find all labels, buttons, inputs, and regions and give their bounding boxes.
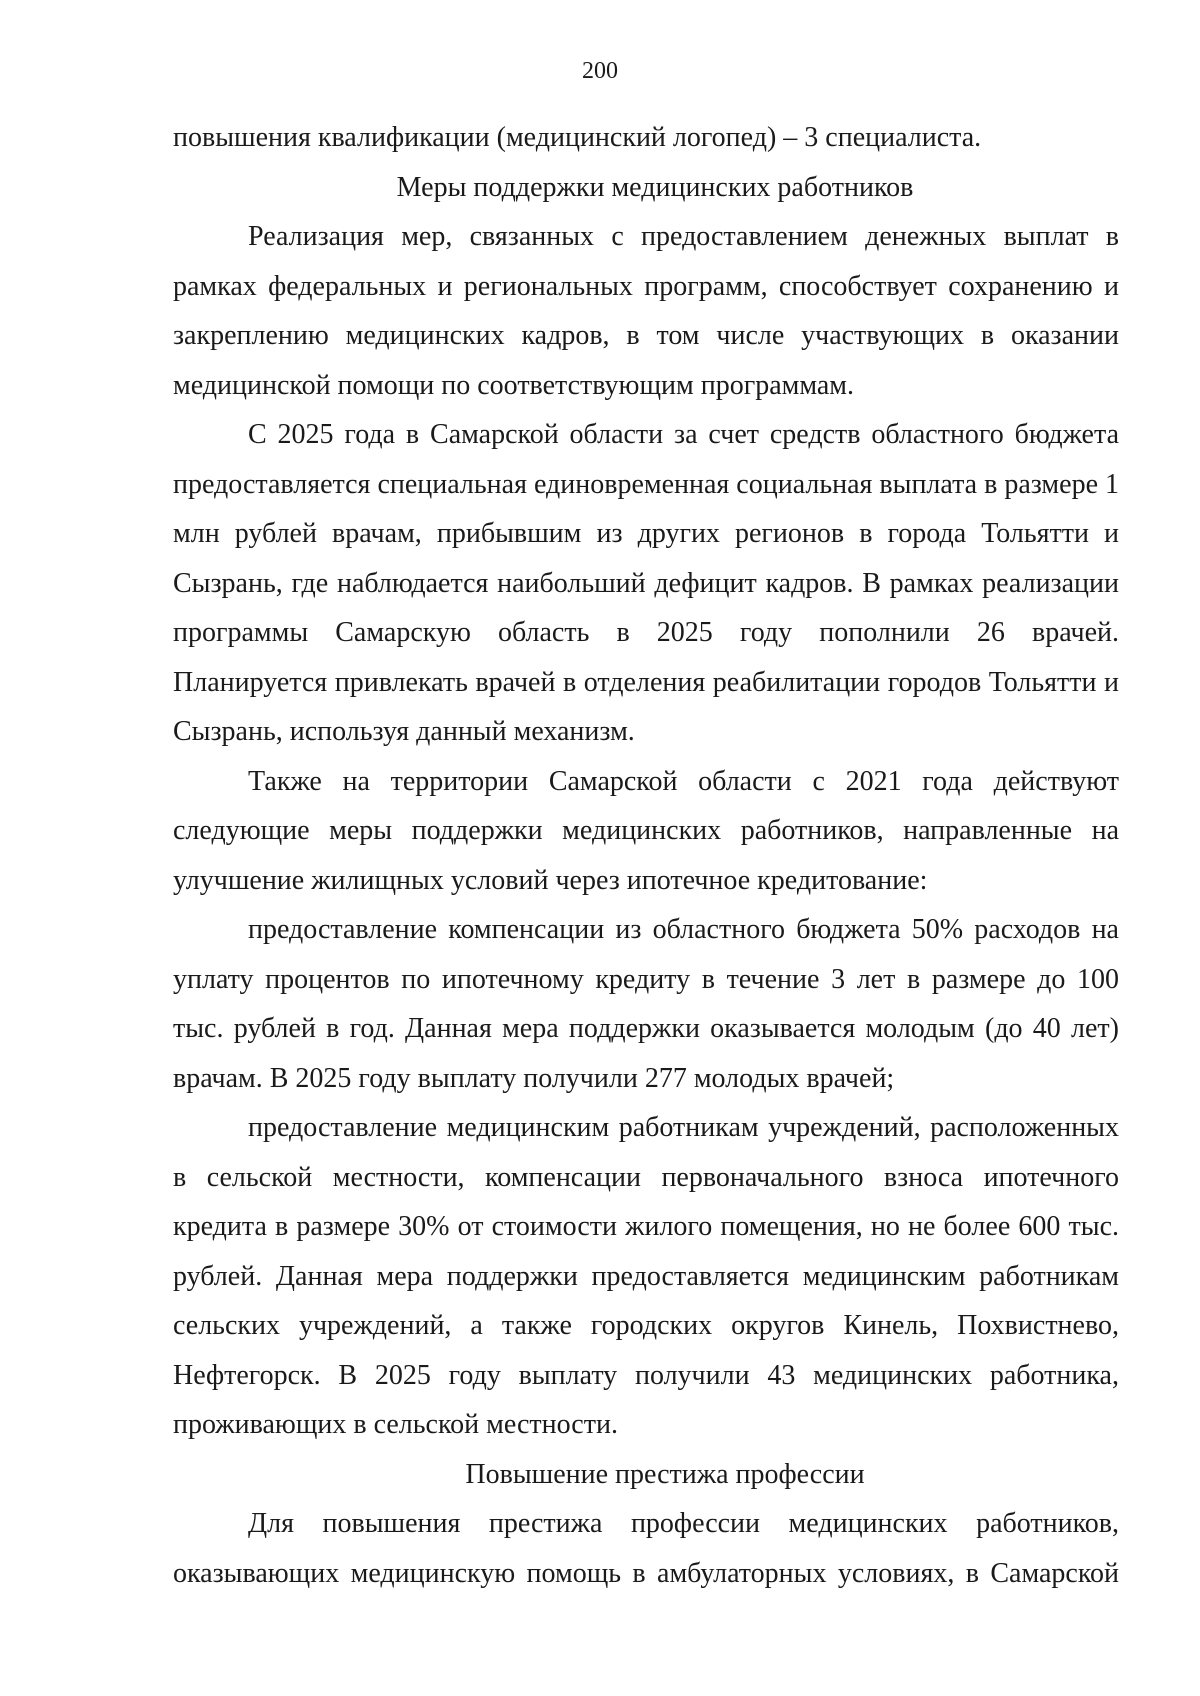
paragraph-housing-measures: Также на территории Самарской области с 2021 года действуют следующие меры поддержки медицинских работников, направленные на улучшение жилищных условий через ипотечное кредитование: <box>173 765 1119 896</box>
paragraph-payments: Реализация мер, связанных с предоставлением денежных выплат в рамках федеральных и региональных программ, способствует сохранению и закреплению медицинских кадров, в том числе участвующих в оказании медицинской помощи по соответствующим программам. <box>173 221 1119 401</box>
continuation-paragraph: повышения квалификации (медицинский логопед) – 3 специалиста. <box>173 122 982 153</box>
paragraph-interest-compensation: предоставление компенсации из областного бюджета 50% расходов на уплату процентов по ипотечному кредиту в течение 3 лет в размере до 100 тыс. рублей в год. Данная мера поддержки оказывается молодым (до 40 лет) врачам. В 2025 году выплату получили 277 молодых врачей; <box>173 914 1119 1094</box>
paragraph-one-time-payment: С 2025 года в Самарской области за счет средств областного бюджета предоставляется специальная единовременная социальная выплата в размере 1 млн рублей врачам, прибывшим из других регионов в города Тольятти и Сызрань, где наблюдается наибольший дефицит кадров. В рамках реализации программы Самарскую область в 2025 году пополнили 26 врачей. Планируется привлекать врачей в отделения реабилитации городов Тольятти и Сызрань, используя данный механизм. <box>173 419 1119 747</box>
paragraph-down-payment-compensation: предоставление медицинским работникам учреждений, расположенных в сельской местности, компенсации первоначального взноса ипотечного кредита в размере 30% от стоимости жилого помещения, но не более 600 тыс. рублей. Данная мера поддержки предоставляется медицинским работникам сельских учреждений, а также городских округов Кинель, Похвистнево, Нефтегорск. В 2025 году выплату получили 43 медицинских работника, проживающих в сельской местности. <box>173 1112 1119 1440</box>
paragraph-prestige: Для повышения престижа профессии медицинских работников, оказывающих медицинскую помощь в амбулаторных условиях, в Самарской <box>173 1508 1119 1589</box>
page-number: 200 <box>582 58 618 84</box>
document-body <box>173 113 1119 1598</box>
section-heading-support-measures: Меры поддержки медицинских работников <box>396 171 914 203</box>
section-heading-prestige: Повышение престижа профессии <box>465 1458 865 1490</box>
